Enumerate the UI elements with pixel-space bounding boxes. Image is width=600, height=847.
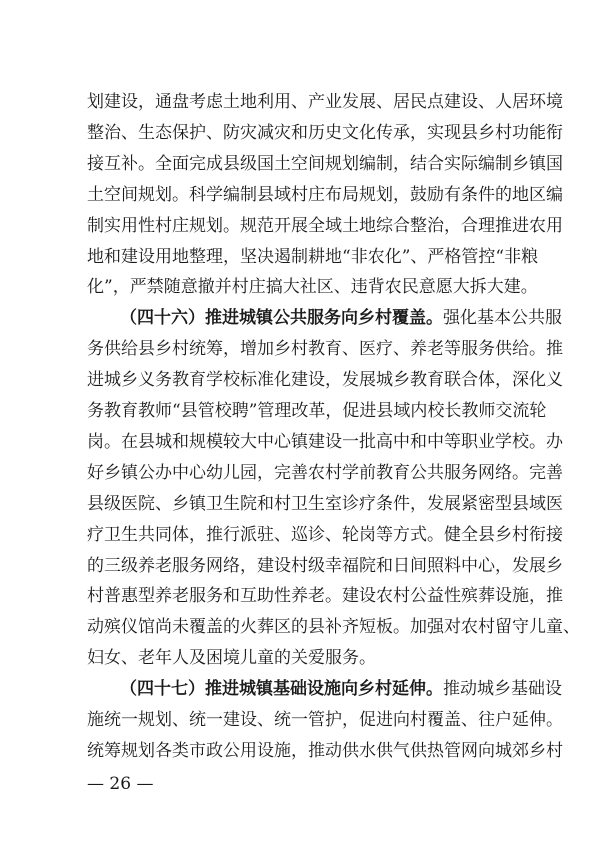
section-47-lead-text: 推动城乡基础设 (443, 679, 562, 700)
text-line: 的三级养老服务网络，建设村级幸福院和日间照料中心，发展乡 (87, 555, 563, 576)
text-line: 地和建设用地整理，坚决遏制耕地“非农化”、严格管控“非粮 (87, 246, 539, 267)
section-46-first-line (120, 304, 562, 332)
section-46-heading: （四十六）推进城镇公共服务向乡村覆盖。 (120, 308, 443, 329)
section-47-first-line (120, 675, 562, 703)
text-line: 整治、生态保护、防灾减灾和历史文化传承，实现县乡村功能衔 (87, 122, 563, 143)
text-line: 疗卫生共同体，推行派驻、巡诊、轮岗等方式。健全县乡村衔接 (87, 524, 563, 545)
text-line: 土空间规划。科学编制县域村庄布局规划，鼓励有条件的地区编 (87, 184, 563, 205)
text-line: 务教育教师“县管校聘”管理改革，促进县域内校长教师交流轮 (87, 401, 547, 421)
text-line: 施统一规划、统一建设、统一管护，促进向村覆盖、往户延伸。 (87, 710, 563, 730)
text-line: 妇女、老年人及困境儿童的关爱服务。 (87, 648, 376, 669)
text-line: 统筹规划各类市政公用设施，推动供水供气供热管网向城郊乡村 (87, 740, 563, 761)
page-number: — 26 — (87, 773, 154, 794)
text-line: 村普惠型养老服务和互助性养老。建设农村公益性殡葬设施，推 (87, 586, 563, 607)
text-line: 进城乡义务教育学校标准化建设，发展城乡教育联合体，深化义 (87, 370, 563, 391)
text-line: 化”，严禁随意撤并村庄搞大社区、违背农民意愿大拆大建。 (87, 277, 538, 298)
text-line: 接互补。全面完成县级国土空间规划编制，结合实际编制乡镇国 (87, 153, 563, 174)
text-line: 好乡镇公办中心幼儿园，完善农村学前教育公共服务网络。完善 (87, 462, 563, 483)
text-line: 制实用性村庄规划。规范开展全域土地综合整治，合理推进农用 (87, 215, 563, 236)
text-line: 务供给县乡村统筹，增加乡村教育、医疗、养老等服务供给。推 (87, 339, 563, 360)
text-line: 划建设，通盘考虑土地利用、产业发展、居民点建设、人居环境 (87, 92, 563, 112)
text-line: 动殡仪馆尚未覆盖的火葬区的县补齐短板。加强对农村留守儿童、 (87, 617, 580, 638)
text-line: 岗。在县城和规模较大中心镇建设一批高中和中等职业学校。办 (87, 431, 563, 452)
section-47-heading: （四十七）推进城镇基础设施向乡村延伸。 (120, 679, 443, 700)
section-46-lead-text: 强化基本公共服 (443, 308, 562, 329)
text-line: 县级医院、乡镇卫生院和村卫生室诊疗条件，发展紧密型县域医 (87, 493, 563, 514)
